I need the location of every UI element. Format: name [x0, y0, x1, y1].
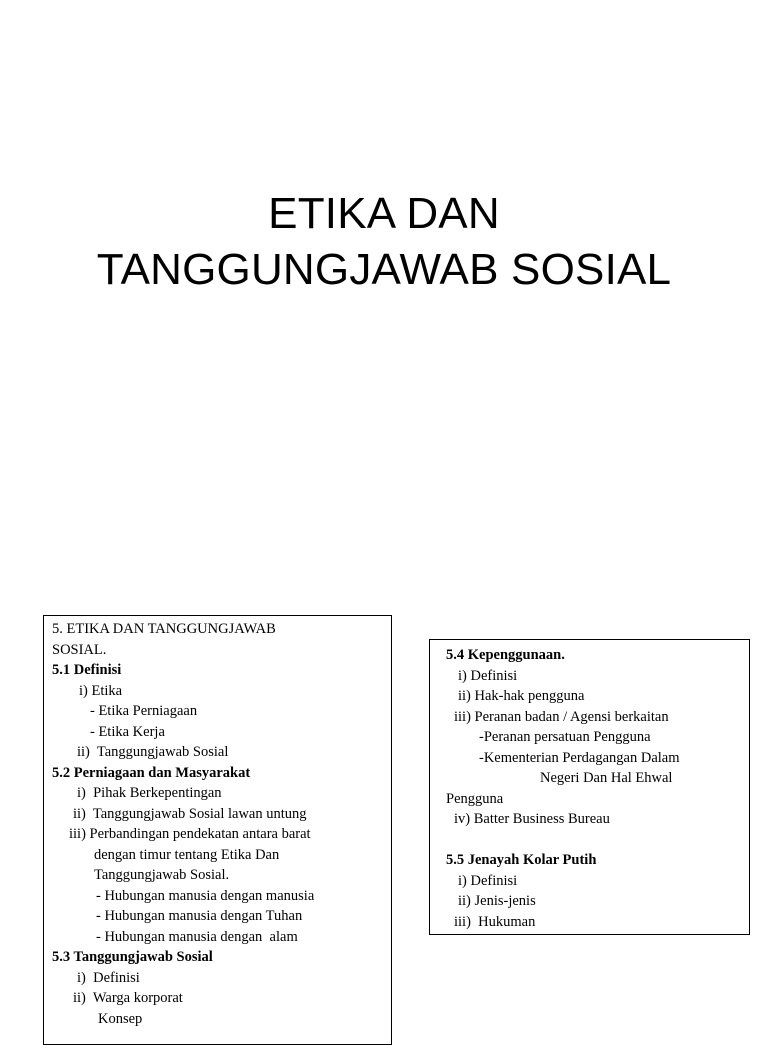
outline-item: - Hubungan manusia dengan alam — [96, 928, 298, 945]
outline-item: ii) Hak-hak pengguna — [458, 688, 585, 704]
outline-item: -Kementerian Perdagangan Dalam — [479, 749, 680, 766]
outline-box-left — [43, 615, 392, 1045]
outline-item: -Peranan persatuan Pengguna — [479, 729, 651, 745]
title-line-1: ETIKA DAN — [268, 189, 500, 238]
outline-item: Negeri Dan Hal Ehwal — [540, 770, 673, 786]
section-heading: 5.2 Perniagaan dan Masyarakat — [52, 764, 251, 781]
document-title — [0, 186, 768, 298]
outline-item — [446, 830, 743, 851]
section-heading: 5.1 Definisi — [52, 662, 122, 678]
outline-item: iii) Peranan badan / Agensi berkaitan — [454, 708, 669, 725]
outline-item: iii) Perbandingan pendekatan antara barat — [69, 826, 311, 842]
outline-box-right — [429, 639, 750, 935]
outline-item: dengan timur tentang Etika Dan — [94, 846, 280, 863]
outline-item: SOSIAL. — [52, 641, 107, 658]
outline-item: ii) Warga korporat — [73, 990, 183, 1006]
outline-item: i) Etika — [79, 682, 123, 699]
outline-item: Konsep — [98, 1010, 143, 1027]
outline-item: i) Pihak Berkepentingan — [77, 785, 222, 801]
outline-item: i) Definisi — [77, 969, 140, 986]
outline-item: 5. ETIKA DAN TANGGUNGJAWAB — [52, 621, 276, 637]
outline-item: iv) Batter Business Bureau — [454, 811, 610, 827]
outline-item: - Hubungan manusia dengan manusia — [96, 887, 315, 904]
title-line-2: TANGGUNGJAWAB SOSIAL — [96, 245, 672, 294]
section-heading: 5.4 Kepenggunaan. — [446, 647, 565, 663]
outline-item: iii) Hukuman — [454, 913, 536, 930]
outline-item: ii) Tanggungjawab Sosial — [77, 744, 229, 760]
outline-item: Pengguna — [446, 790, 504, 807]
outline-item: - Hubungan manusia dengan Tuhan — [96, 908, 303, 924]
outline-item: i) Definisi — [458, 872, 518, 889]
outline-item: ii) Jenis-jenis — [458, 893, 536, 909]
outline-item: i) Definisi — [458, 667, 518, 684]
outline-item: ii) Tanggungjawab Sosial lawan untung — [73, 805, 307, 822]
outline-item: - Etika Kerja — [90, 723, 165, 740]
section-heading: 5.5 Jenayah Kolar Putih — [446, 852, 597, 868]
outline-item: Tanggungjawab Sosial. — [94, 867, 230, 883]
section-heading: 5.3 Tanggungjawab Sosial — [52, 949, 213, 965]
outline-item: - Etika Perniagaan — [90, 703, 198, 719]
